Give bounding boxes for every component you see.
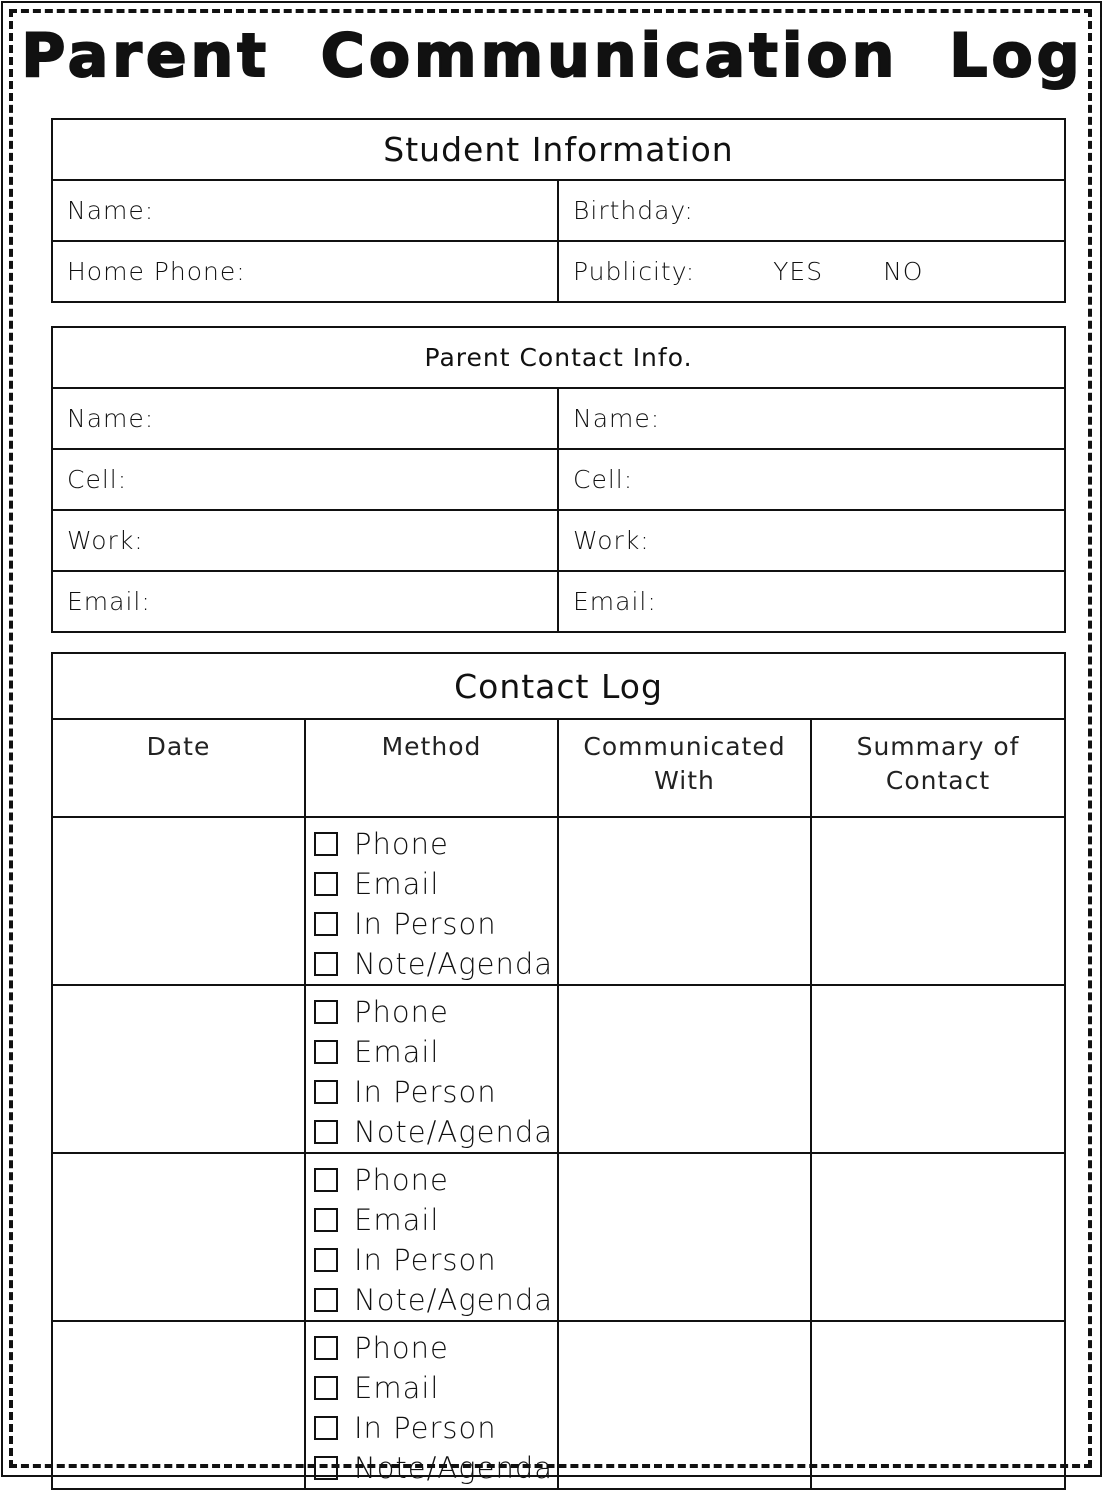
method-option-note-agenda[interactable]: [314, 944, 557, 984]
method-cell: [305, 1321, 558, 1489]
method-option-label: Email: [354, 1371, 440, 1405]
parent1-name-field[interactable]: [52, 388, 558, 449]
communicated-with-cell[interactable]: [558, 1153, 811, 1321]
checkbox-icon[interactable]: [314, 1456, 338, 1480]
log-entry-row: [52, 817, 1065, 985]
method-cell: [305, 985, 558, 1153]
method-option-label: Email: [354, 1203, 440, 1237]
checkbox-icon[interactable]: [314, 1248, 338, 1272]
parent2-work-label: Work:: [573, 526, 650, 555]
contact-log-table: [51, 652, 1066, 1490]
method-option-note-agenda[interactable]: [314, 1448, 557, 1488]
checkbox-icon[interactable]: [314, 952, 338, 976]
checkbox-icon[interactable]: [314, 1336, 338, 1360]
checkbox-icon[interactable]: [314, 1376, 338, 1400]
communicated-with-cell[interactable]: [558, 985, 811, 1153]
checkbox-icon[interactable]: [314, 1168, 338, 1192]
method-option-label: Note/Agenda: [354, 1451, 554, 1485]
parent1-work-field[interactable]: [52, 510, 558, 571]
method-option-label: In Person: [354, 1243, 497, 1277]
summary-cell[interactable]: [811, 817, 1065, 985]
method-option-phone[interactable]: [314, 1328, 557, 1368]
log-entry-row: [52, 1321, 1065, 1489]
method-option-label: In Person: [354, 907, 497, 941]
method-option-label: Note/Agenda: [354, 1115, 554, 1149]
method-option-label: Note/Agenda: [354, 1283, 554, 1317]
method-option-label: In Person: [354, 1411, 497, 1445]
method-option-label: Phone: [354, 1331, 449, 1365]
birthday-field[interactable]: [558, 180, 1065, 241]
home-phone-field[interactable]: [52, 241, 558, 302]
date-cell[interactable]: [52, 1321, 305, 1489]
home-phone-label: Home Phone:: [67, 257, 246, 286]
parent2-email-label: Email:: [573, 587, 657, 616]
publicity-no-option[interactable]: NO: [883, 257, 924, 286]
communicated-with-cell[interactable]: [558, 817, 811, 985]
method-option-label: Email: [354, 867, 440, 901]
method-option-note-agenda[interactable]: [314, 1112, 557, 1152]
method-option-phone[interactable]: [314, 1160, 557, 1200]
parent1-name-label: Name:: [67, 404, 155, 433]
method-cell: [305, 817, 558, 985]
summary-cell[interactable]: [811, 1321, 1065, 1489]
parent2-name-label: Name:: [573, 404, 661, 433]
column-header-date: Date: [52, 719, 305, 817]
checkbox-icon[interactable]: [314, 872, 338, 896]
checkbox-icon[interactable]: [314, 1208, 338, 1232]
method-option-label: Phone: [354, 995, 449, 1029]
parent2-work-field[interactable]: [558, 510, 1065, 571]
communicated-with-cell[interactable]: [558, 1321, 811, 1489]
publicity-field: [558, 241, 1065, 302]
parent1-email-field[interactable]: [52, 571, 558, 632]
student-information-table: [51, 118, 1066, 303]
parent2-name-field[interactable]: [558, 388, 1065, 449]
checkbox-icon[interactable]: [314, 1288, 338, 1312]
date-cell[interactable]: [52, 817, 305, 985]
contact-log-entries: [52, 817, 1065, 1489]
publicity-label: Publicity:: [573, 257, 696, 286]
checkbox-icon[interactable]: [314, 832, 338, 856]
method-option-phone[interactable]: [314, 992, 557, 1032]
page-title: Parent Communication Log: [21, 21, 1084, 91]
summary-cell[interactable]: [811, 1153, 1065, 1321]
contact-log-heading: Contact Log: [52, 653, 1065, 719]
method-cell: [305, 1153, 558, 1321]
method-option-label: In Person: [354, 1075, 497, 1109]
method-option-phone[interactable]: [314, 824, 557, 864]
parent-contact-heading: Parent Contact Info.: [52, 327, 1065, 388]
parent2-cell-label: Cell:: [573, 465, 634, 494]
checkbox-icon[interactable]: [314, 1000, 338, 1024]
column-header-summary: Summary of Contact: [811, 719, 1065, 817]
parent1-email-label: Email:: [67, 587, 151, 616]
parent2-cell-field[interactable]: [558, 449, 1065, 510]
checkbox-icon[interactable]: [314, 1040, 338, 1064]
method-option-email[interactable]: [314, 1200, 557, 1240]
checkbox-icon[interactable]: [314, 1080, 338, 1104]
checkbox-icon[interactable]: [314, 912, 338, 936]
student-name-label: Name:: [67, 196, 155, 225]
method-option-label: Email: [354, 1035, 440, 1069]
parent1-cell-label: Cell:: [67, 465, 128, 494]
method-option-email[interactable]: [314, 1368, 557, 1408]
column-header-method: Method: [305, 719, 558, 817]
method-option-label: Phone: [354, 1163, 449, 1197]
method-option-in-person[interactable]: [314, 1408, 557, 1448]
column-header-communicated-with: Communicated With: [558, 719, 811, 817]
date-cell[interactable]: [52, 985, 305, 1153]
parent1-work-label: Work:: [67, 526, 144, 555]
parent2-email-field[interactable]: [558, 571, 1065, 632]
publicity-yes-option[interactable]: YES: [773, 257, 824, 286]
method-option-note-agenda[interactable]: [314, 1280, 557, 1320]
parent-contact-table: [51, 326, 1066, 633]
checkbox-icon[interactable]: [314, 1416, 338, 1440]
log-entry-row: [52, 985, 1065, 1153]
date-cell[interactable]: [52, 1153, 305, 1321]
method-option-in-person[interactable]: [314, 1072, 557, 1112]
method-option-email[interactable]: [314, 864, 557, 904]
student-name-field[interactable]: [52, 180, 558, 241]
birthday-label: Birthday:: [573, 196, 694, 225]
method-option-in-person[interactable]: [314, 904, 557, 944]
checkbox-icon[interactable]: [314, 1120, 338, 1144]
student-information-heading: Student Information: [52, 119, 1065, 180]
log-entry-row: [52, 1153, 1065, 1321]
parent1-cell-field[interactable]: [52, 449, 558, 510]
method-option-label: Note/Agenda: [354, 947, 554, 981]
method-option-in-person[interactable]: [314, 1240, 557, 1280]
method-option-label: Phone: [354, 827, 449, 861]
method-option-email[interactable]: [314, 1032, 557, 1072]
summary-cell[interactable]: [811, 985, 1065, 1153]
